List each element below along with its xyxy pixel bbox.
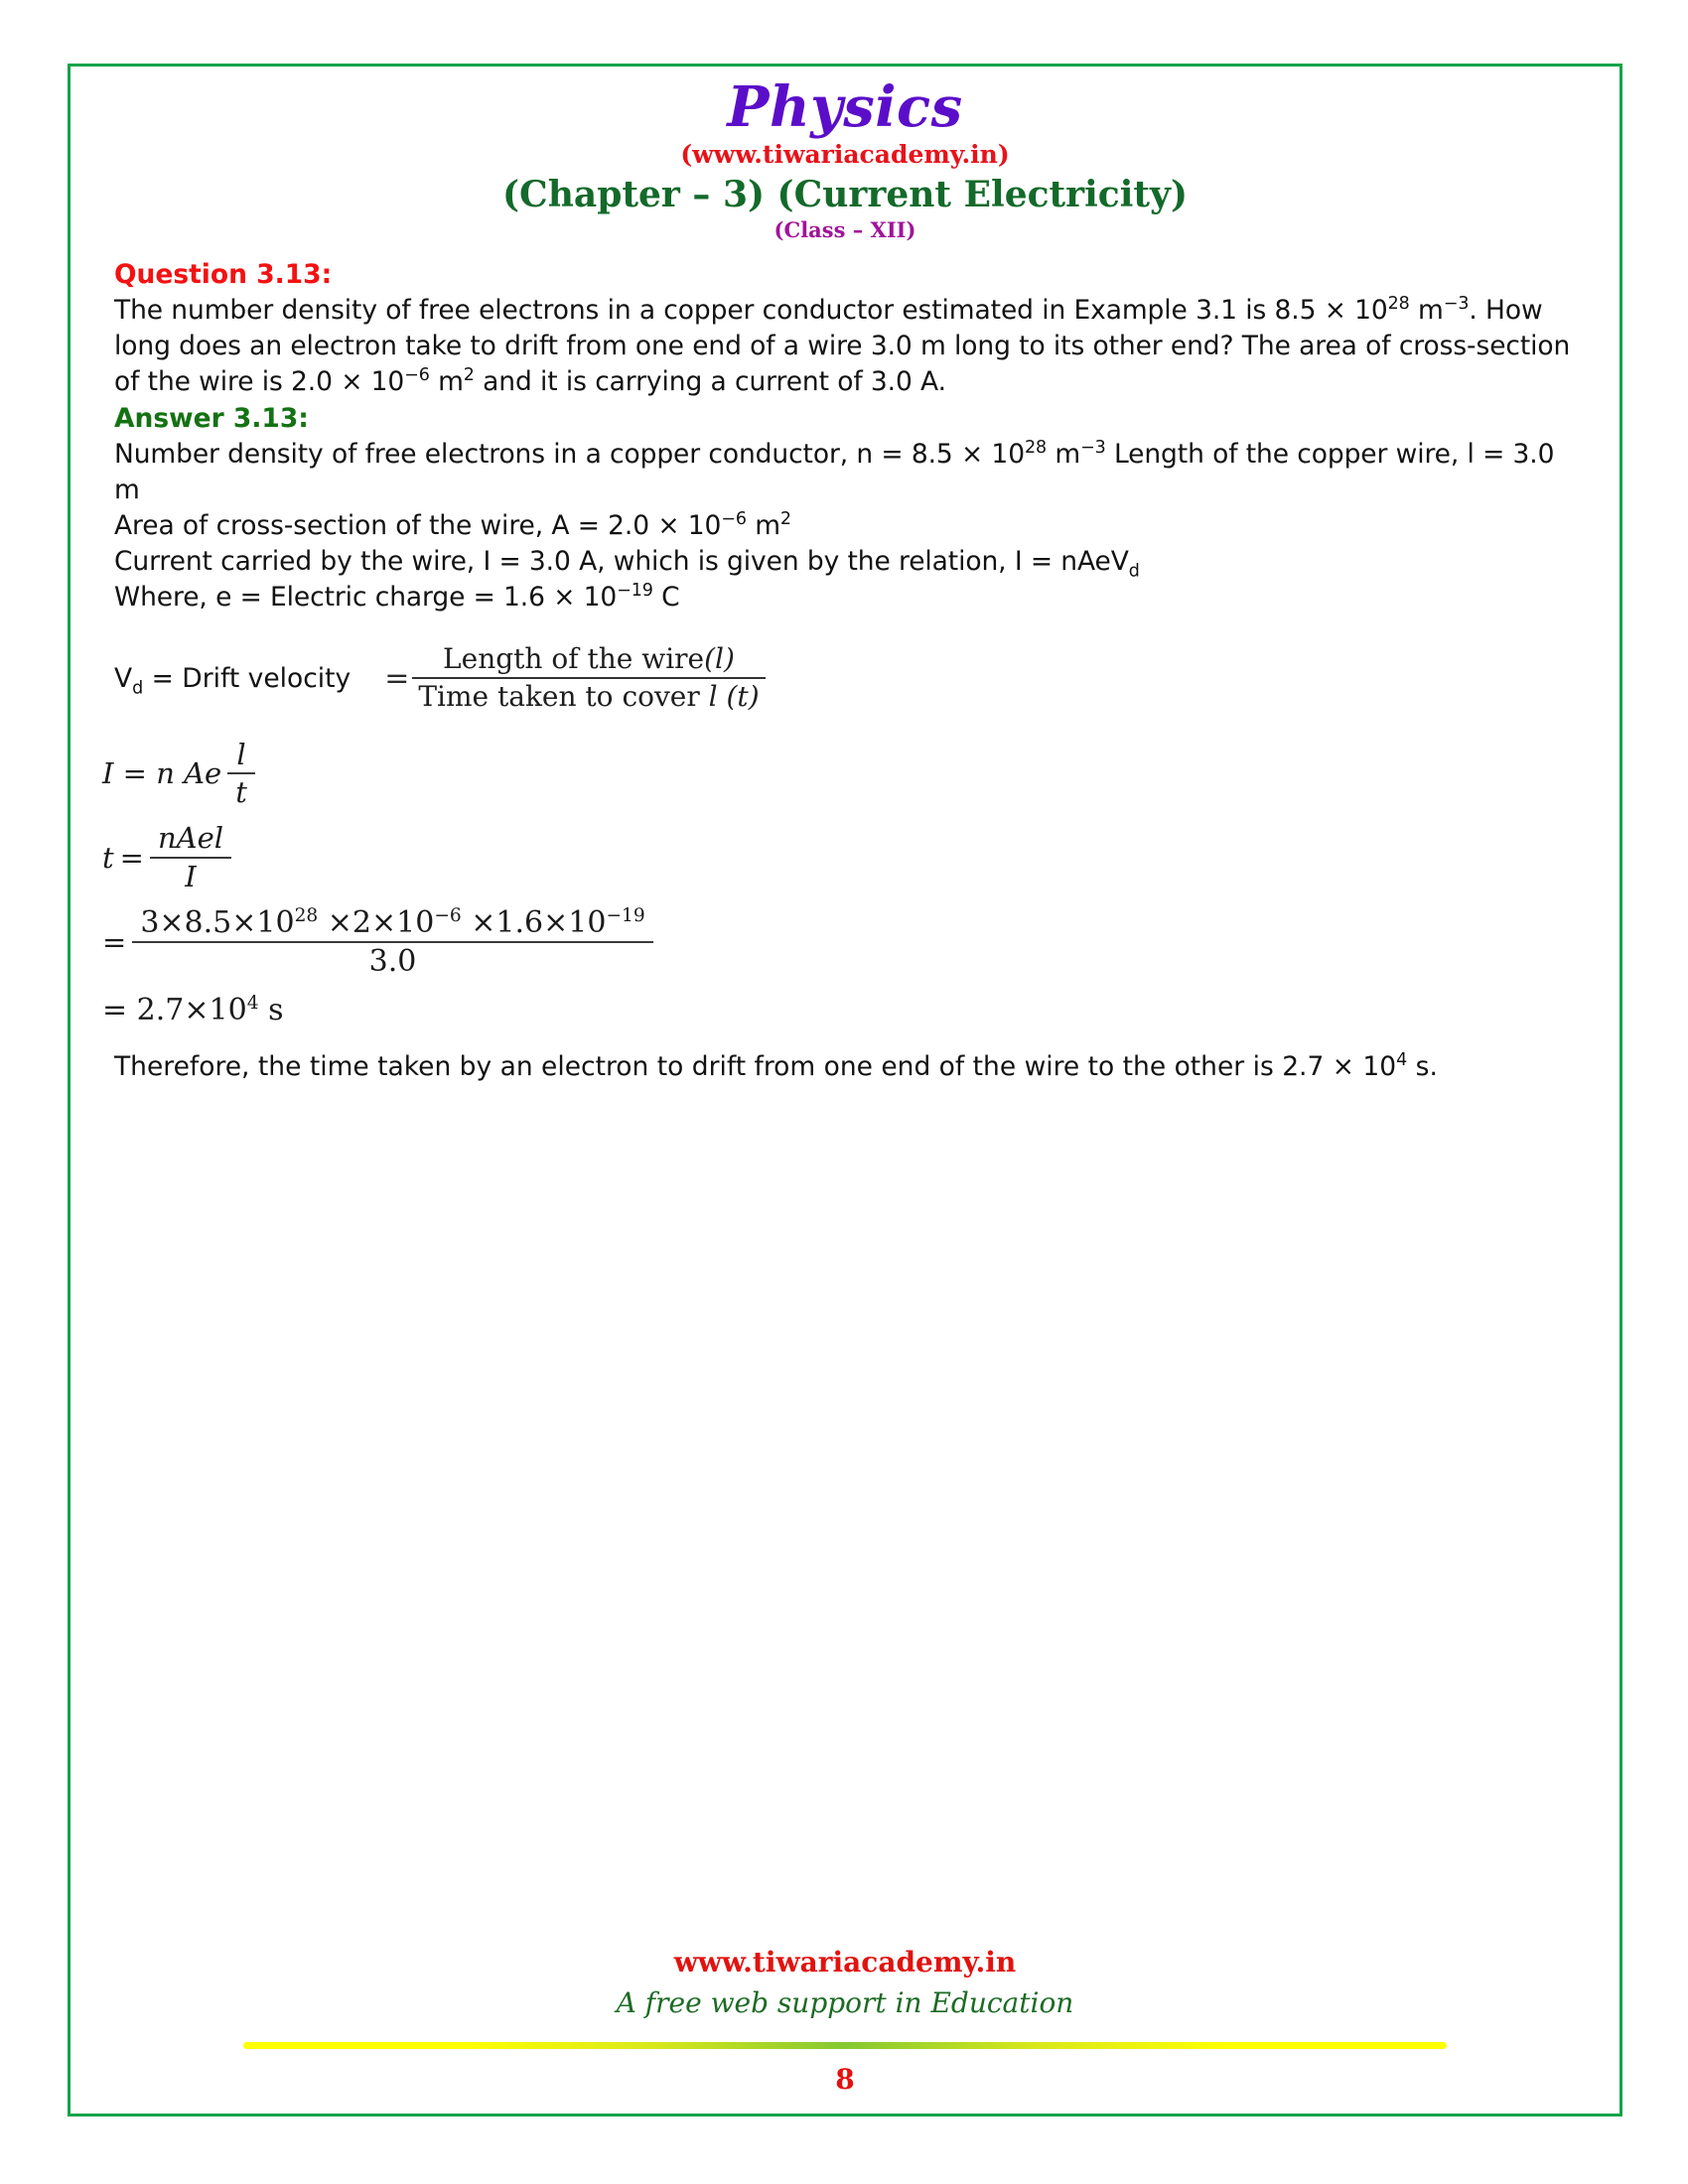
question-text — [114, 293, 1576, 400]
answer-paragraph-2 — [114, 508, 1576, 544]
conclusion-a: Therefore, the time taken by an electron to drift from one end of the wire to the other is 2.7 × 10 — [114, 1050, 1397, 1082]
answer-p2-a: Area of cross-section of the wire, A = 2.0 × 10 — [114, 510, 722, 542]
drift-label-b: = Drift velocity — [143, 662, 352, 694]
answer-p4-a: Where, e = Electric charge = 1.6 × 10 — [114, 582, 618, 614]
math-equation-1 — [102, 737, 1576, 811]
math-equation-2 — [102, 820, 1576, 894]
eq3-num-part1: 3×8.5×10 — [140, 904, 295, 940]
footer-website-link[interactable]: www.tiwariacademy.in — [673, 1946, 1017, 1979]
eq1-numerator: l — [236, 737, 246, 771]
question-line1-exponent2: −3 — [1443, 294, 1470, 315]
eq3-num-exp3: −19 — [606, 904, 645, 926]
drift-denominator-text: Time taken to cover — [418, 680, 700, 714]
chapter-title: (Chapter – 3) (Current Electricity) — [502, 173, 1188, 215]
answer-p1-b: m — [1047, 439, 1081, 471]
math-result — [102, 993, 1576, 1027]
eq3-denominator: 3.0 — [368, 944, 417, 980]
drift-numerator-text: Length of the wire — [443, 642, 705, 676]
answer-p1-c: Length of the copper wire, l = — [1105, 439, 1505, 471]
question-line3-c: and it is carrying a current of 3.0 A. — [474, 366, 946, 398]
question-line3-exponent: −6 — [404, 365, 430, 386]
footer-tagline: A free web support in Education — [616, 1986, 1074, 2019]
answer-p1-a: Number density of free electrons in a copper conductor, n = 8.5 × 10 — [114, 439, 1025, 471]
eq3-fraction — [132, 904, 652, 981]
eq2-equals-sign: = — [119, 840, 144, 875]
drift-equals-sign: = — [384, 660, 410, 696]
page-border-frame — [68, 64, 1622, 2116]
eq1-denominator: t — [235, 775, 247, 810]
conclusion-text — [114, 1049, 1576, 1085]
question-line3-a: cross-section of the wire is 2.0 × 10 — [114, 331, 1571, 398]
eq2-denominator: I — [185, 859, 197, 893]
eq3-equals-sign: = — [102, 925, 127, 960]
answer-p2-exponent: −6 — [721, 509, 747, 530]
answer-p4-b: C — [652, 582, 680, 614]
question-line1-c: . — [1469, 295, 1477, 327]
question-line2: How long does an electron take to drift from one end of a wire 3.0 m long to its other end? The area of — [114, 295, 1543, 362]
math-equation-3 — [102, 904, 1576, 981]
eq3-num-part2: ×2×10 — [318, 904, 435, 940]
eq3-num-part3: ×1.6×10 — [461, 904, 607, 940]
result-part-a: = 2.7×10 — [102, 992, 247, 1027]
math-derivation — [102, 737, 1576, 1027]
class-subtitle: (Class – XII) — [774, 216, 916, 242]
drift-velocity-formula — [114, 641, 1576, 715]
result-exponent: 4 — [246, 992, 259, 1014]
eq2-left-side: t — [102, 840, 114, 875]
answer-p2-exponent2: 2 — [779, 509, 791, 530]
drift-label-subscript: d — [132, 677, 144, 698]
answer-paragraph-3 — [114, 544, 1576, 580]
drift-numerator — [437, 641, 741, 677]
question-line1-a: The number density of free electrons in a copper conductor estimated in Example 3.1 is 8.5 × 10 — [114, 295, 1388, 327]
answer-p3-a: Current carried by the wire, I = 3.0 A, which is given by the relation, I = nAeV — [114, 546, 1129, 578]
question-line1-b: m — [1409, 295, 1444, 327]
drift-fraction — [412, 641, 765, 715]
eq2-numerator: nAel — [157, 821, 224, 856]
answer-paragraph-1 — [114, 437, 1576, 508]
eq2-fraction — [150, 820, 231, 894]
eq3-num-exp1: 28 — [294, 904, 319, 926]
document-footer — [70, 1946, 1619, 2096]
subject-title: Physics — [727, 74, 963, 140]
answer-p3-subscript: d — [1128, 561, 1140, 582]
page-number: 8 — [835, 2063, 855, 2096]
question-line3-exponent2: 2 — [463, 365, 475, 386]
answer-paragraph-4 — [114, 580, 1576, 615]
drift-label-a: V — [114, 662, 133, 694]
eq1-fraction — [227, 737, 255, 811]
answer-p1-exponent: 28 — [1024, 438, 1048, 459]
answer-p1-wrap: 3.0 m — [114, 439, 1555, 506]
conclusion-b: s. — [1407, 1050, 1438, 1082]
answer-p2-b: m — [746, 510, 780, 542]
drift-denominator — [412, 679, 765, 715]
footer-divider — [243, 2042, 1447, 2049]
eq3-numerator — [132, 904, 652, 942]
answer-heading: Answer 3.13: — [114, 403, 309, 435]
eq3-num-exp2: −6 — [434, 904, 462, 926]
question-line3-b: m — [429, 366, 464, 398]
eq1-left-side: I = n Ae — [102, 756, 222, 791]
page-content — [70, 67, 1619, 2114]
question-line1-exponent: 28 — [1387, 294, 1410, 315]
answer-p1-exponent2: −3 — [1080, 438, 1106, 459]
drift-numerator-variable: (l) — [704, 642, 735, 676]
main-content — [70, 242, 1619, 1085]
drift-velocity-label — [114, 662, 352, 698]
result-part-b: s — [258, 992, 284, 1027]
answer-p4-exponent: −19 — [617, 581, 653, 602]
document-header — [70, 67, 1619, 242]
question-heading: Question 3.13: — [114, 259, 333, 291]
drift-denominator-variable: l (t) — [708, 680, 760, 714]
website-subtitle: (www.tiwariacademy.in) — [680, 139, 1010, 169]
conclusion-exponent: 4 — [1396, 1050, 1408, 1071]
